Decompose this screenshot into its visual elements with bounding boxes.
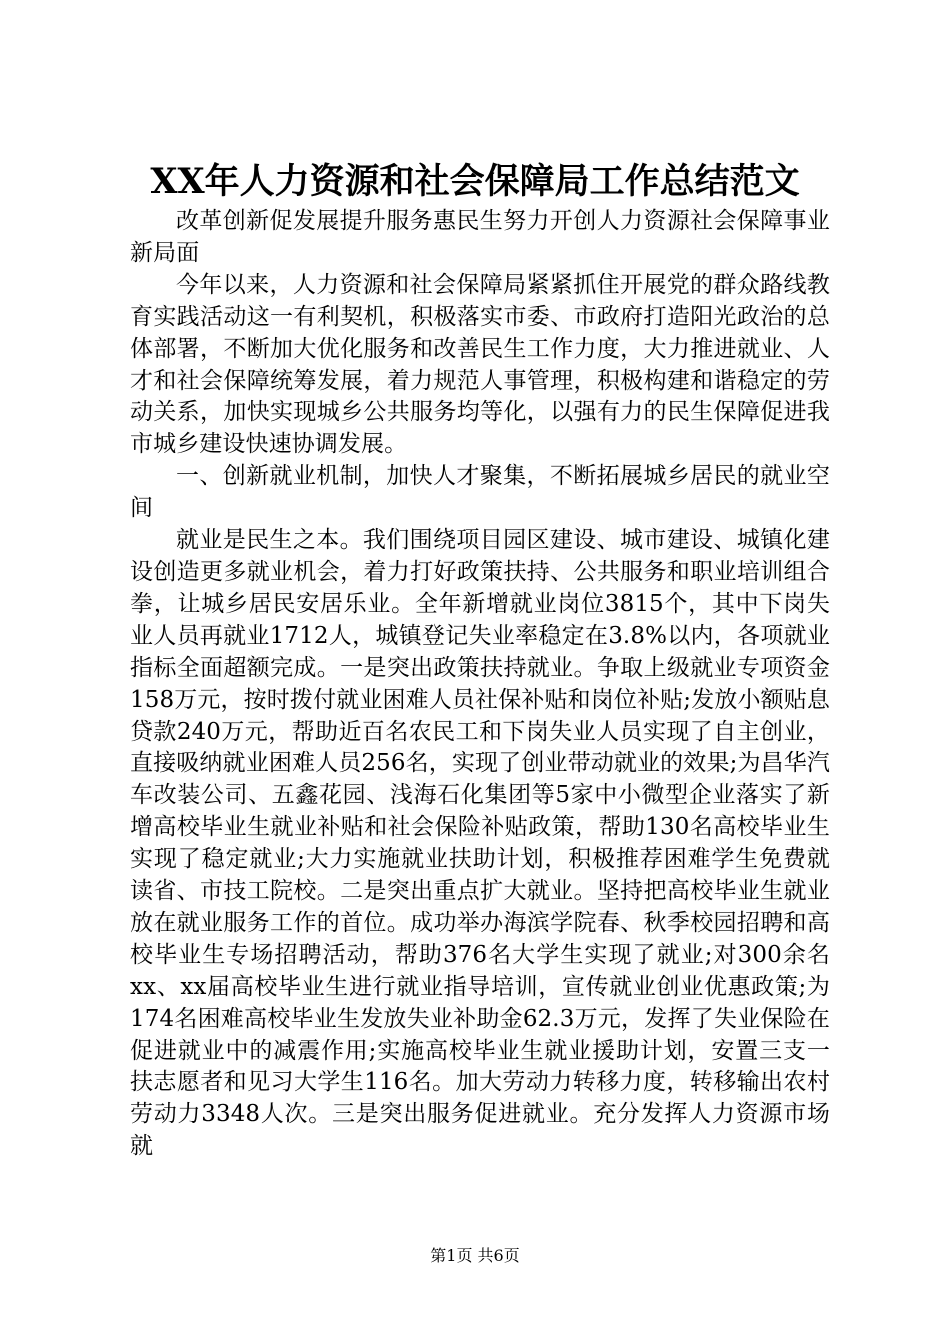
section-heading: 一、创新就业机制，加快人才聚集，不断拓展城乡居民的就业空间 — [130, 463, 830, 522]
body-paragraph: 就业是民生之本。我们围绕项目园区建设、城市建设、城镇化建设创造更多就业机会，着力打好政策扶持、公共服务和职业培训组合拳，让城乡居民安居乐业。全年新增就业岗位3815个，其中下岗失业人员再就业1712人，城镇登记失业率稳定在3.8%以内，各项就业指标全面超额完成。一是突出政策扶持就业。争取上级就业专项资金158万元，按时拨付就业困难人员社保补贴和岗位补贴;发放小额贴息贷款240万元，帮助近百名农民工和下岗失业人员实现了自主创业，直接吸纳就业困难人员256名，实现了创业带动就业的效果;为昌华汽车改装公司、五鑫花园、浅海石化集团等5家中小微型企业落实了新增高校毕业生就业补贴和社会保险补贴政策，帮助130名高校毕业生实现了稳定就业;大力实施就业扶助计划，积极推荐困难学生免费就读省、市技工院校。二是突出重点扩大就业。坚持把高校毕业生就业放在就业服务工作的首位。成功举办海滨学院春、秋季校园招聘和高校毕业生专场招聘活动，帮助376名大学生实现了就业;对300余名xx、xx届高校毕业生进行就业指导培训，宣传就业创业优惠政策;为174名困难高校毕业生发放失业补助金62.3万元，发挥了失业保险在促进就业中的减震作用;实施高校毕业生就业援助计划，安置三支一扶志愿者和见习大学生116名。加大劳动力转移力度，转移输出农村劳动力3348人次。三是突出服务促进就业。充分发挥人力资源市场就 — [130, 527, 830, 1160]
document-body — [130, 206, 830, 1163]
document-title: XX年人力资源和社会保障局工作总结范文 — [150, 161, 800, 202]
subtitle-paragraph: 改革创新促发展提升服务惠民生努力开创人力资源社会保障事业新局面 — [130, 208, 830, 266]
page-number: 第1页 共6页 — [430, 1246, 520, 1265]
intro-paragraph: 今年以来，人力资源和社会保障局紧紧抓住开展党的群众路线教育实践活动这一有利契机，积极落实市委、市政府打造阳光政治的总体部署，不断加大优化服务和改善民生工作力度，大力推进就业、人才和社会保障统筹发展，着力规范人事管理，积极构建和谐稳定的劳动关系，加快实现城乡公共服务均等化，以强有力的民生保障促进我市城乡建设快速协调发展。 — [130, 271, 830, 458]
